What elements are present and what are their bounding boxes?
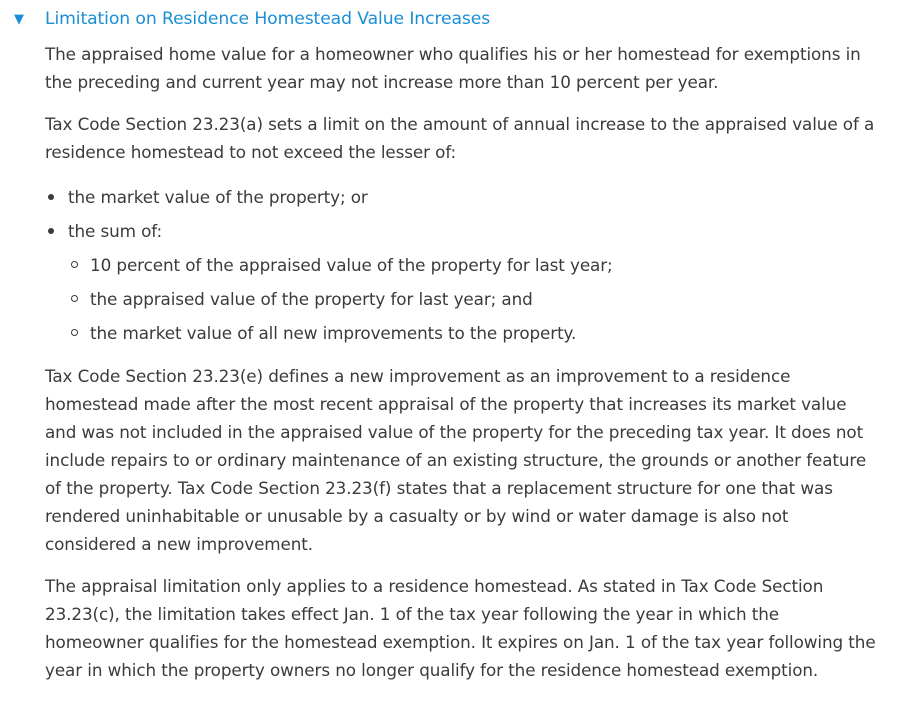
sub-list-item: 10 percent of the appraised value of the property for last year;	[68, 248, 880, 282]
sub-list-item: the appraised value of the property for last year; and	[68, 282, 880, 316]
paragraph-23-23a: Tax Code Section 23.23(a) sets a limit on the amount of annual increase to the appraised value of a residence homestead to not exceed the lesser of:	[45, 114, 875, 162]
sub-list	[68, 248, 880, 350]
sub-list-item: the market value of all new improvements to the property.	[68, 316, 880, 350]
lesser-of-list	[45, 180, 880, 350]
list-item: the market value of the property; or	[45, 180, 880, 214]
accordion-title[interactable]: Limitation on Residence Homestead Value Increases	[45, 9, 491, 29]
paragraph-23-23e: Tax Code Section 23.23(e) defines a new improvement as an improvement to a residence homestead made after the most recent appraisal of the property that increases its market value and was not included in the appraised value of the property for the preceding tax year. It does not include repairs to or ordinary maintenance of an existing structure, the grounds or another feature of the property. Tax Code Section 23.23(f) states that a replacement structure for one that was rendered uninhabitable or unusable by a casualty or by wind or water damage is also not considered a new improvement.	[45, 366, 867, 554]
paragraph-intro: The appraised home value for a homeowner who qualifies his or her homestead for exemptions in the preceding and current year may not increase more than 10 percent per year.	[45, 44, 861, 92]
accordion-body	[0, 40, 910, 684]
accordion-header[interactable]	[0, 0, 910, 38]
list-item-sum-of	[45, 214, 880, 350]
paragraph-limitation-scope: The appraisal limitation only applies to a residence homestead. As stated in Tax Code Section 23.23(c), the limitation takes effect Jan. 1 of the tax year following the year in which the homeowner qualifies for the homestead exemption. It expires on Jan. 1 of the tax year following the year in which the property owners no longer qualify for the residence homestead exemption.	[45, 576, 876, 680]
list-item-label: the sum of:	[68, 221, 163, 241]
triangle-down-icon[interactable]: ▼	[14, 11, 24, 27]
